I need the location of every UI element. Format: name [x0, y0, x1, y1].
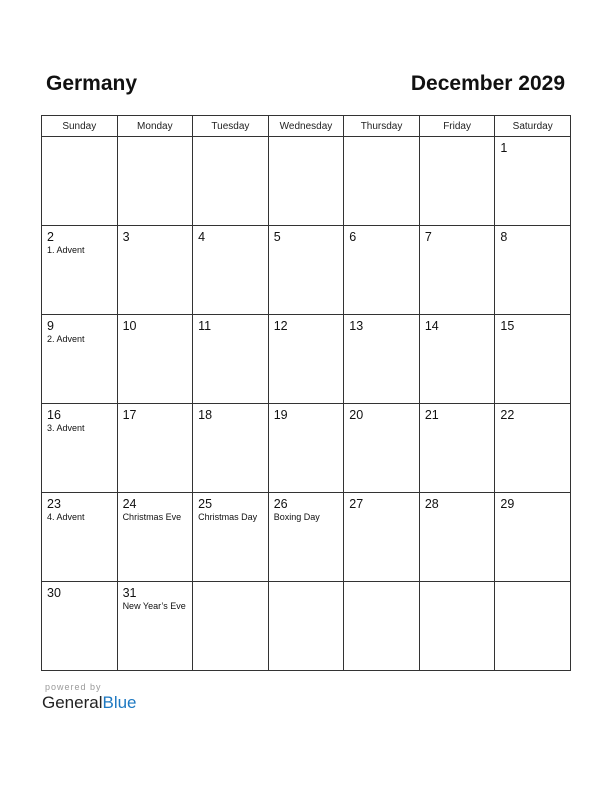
day-cell	[344, 137, 420, 226]
day-cell	[268, 582, 344, 671]
holiday-label: Boxing Day	[273, 512, 320, 522]
weekday-header-row	[42, 116, 571, 137]
day-cell	[419, 493, 495, 582]
day-number: 10	[122, 319, 137, 333]
day-number	[344, 137, 419, 141]
day-cell	[117, 582, 193, 671]
day-cell	[268, 404, 344, 493]
country-title: Germany	[46, 72, 138, 95]
day-number: 21	[424, 408, 439, 422]
brand-general: General	[42, 693, 103, 712]
day-cell	[117, 315, 193, 404]
day-cell	[117, 404, 193, 493]
day-number: 1	[500, 141, 508, 155]
calendar-grid	[41, 115, 571, 671]
day-cell	[42, 315, 118, 404]
day-number: 16	[47, 408, 61, 422]
day-number: 24	[122, 497, 137, 511]
holiday-label: 3. Advent	[47, 423, 85, 433]
day-cell	[117, 226, 193, 315]
day-cell	[268, 226, 344, 315]
day-number: 31	[122, 586, 137, 600]
holiday-label: Christmas Day	[198, 512, 258, 522]
day-cell	[419, 226, 495, 315]
day-cell	[344, 493, 420, 582]
day-cell	[495, 137, 571, 226]
day-cell	[193, 137, 269, 226]
day-cell	[419, 582, 495, 671]
day-number	[495, 582, 570, 586]
week-row	[42, 582, 571, 671]
day-cell	[495, 404, 571, 493]
brand-blue: Blue	[102, 693, 137, 712]
day-number	[193, 137, 268, 141]
day-cell	[495, 582, 571, 671]
day-number: 23	[47, 497, 61, 511]
day-number	[42, 137, 117, 141]
day-cell	[419, 404, 495, 493]
generalblue-logo-link[interactable]	[42, 693, 137, 713]
powered-by-text: powered by	[45, 682, 102, 692]
day-cell	[268, 137, 344, 226]
day-number: 3	[122, 230, 130, 244]
day-cell	[344, 404, 420, 493]
weekday-header: Tuesday	[193, 116, 269, 137]
day-cell	[42, 493, 118, 582]
day-cell	[495, 493, 571, 582]
day-number: 5	[273, 230, 281, 244]
day-number	[269, 582, 344, 586]
day-number: 20	[349, 408, 364, 422]
day-cell	[344, 226, 420, 315]
day-number	[344, 582, 419, 586]
day-cell	[193, 315, 269, 404]
day-cell	[419, 137, 495, 226]
weekday-header: Sunday	[42, 116, 118, 137]
day-cell	[344, 582, 420, 671]
day-cell	[117, 493, 193, 582]
day-cell	[419, 315, 495, 404]
day-cell	[42, 226, 118, 315]
day-cell	[268, 315, 344, 404]
day-number	[269, 137, 344, 141]
day-cell	[193, 226, 269, 315]
day-number: 28	[424, 497, 439, 511]
week-row	[42, 493, 571, 582]
day-cell	[495, 226, 571, 315]
holiday-label: Christmas Eve	[122, 512, 182, 522]
day-number	[193, 582, 268, 586]
day-cell	[42, 582, 118, 671]
day-cell	[193, 493, 269, 582]
day-number	[420, 137, 495, 141]
day-cell	[193, 582, 269, 671]
day-number: 14	[424, 319, 439, 333]
day-number: 12	[273, 319, 288, 333]
day-number: 11	[198, 319, 212, 333]
week-row	[42, 137, 571, 226]
day-number: 15	[500, 319, 515, 333]
week-row	[42, 226, 571, 315]
day-number: 13	[349, 319, 364, 333]
holiday-label: New Year’s Eve	[122, 601, 186, 611]
weekday-header: Saturday	[495, 116, 571, 137]
day-cell	[42, 137, 118, 226]
day-number: 17	[122, 408, 137, 422]
day-number	[420, 582, 495, 586]
day-cell	[117, 137, 193, 226]
holiday-label: 1. Advent	[47, 245, 85, 255]
day-number: 27	[349, 497, 364, 511]
week-row	[42, 404, 571, 493]
day-number: 29	[500, 497, 515, 511]
day-cell	[193, 404, 269, 493]
weekday-header: Friday	[419, 116, 495, 137]
day-cell	[495, 315, 571, 404]
weekday-header: Thursday	[344, 116, 420, 137]
day-number	[118, 137, 193, 141]
day-cell	[344, 315, 420, 404]
day-number: 18	[198, 408, 213, 422]
day-number: 19	[273, 408, 288, 422]
week-row	[42, 315, 571, 404]
day-number: 22	[500, 408, 515, 422]
day-cell	[42, 404, 118, 493]
day-number: 2	[47, 230, 54, 244]
holiday-label: 4. Advent	[47, 512, 85, 522]
day-number: 6	[349, 230, 357, 244]
weekday-header: Monday	[117, 116, 193, 137]
day-number: 25	[198, 497, 213, 511]
day-number: 7	[424, 230, 432, 244]
day-number: 30	[47, 586, 61, 600]
day-number: 26	[273, 497, 288, 511]
weekday-header: Wednesday	[268, 116, 344, 137]
month-year-title: December 2029	[410, 72, 565, 95]
day-number: 8	[500, 230, 508, 244]
day-cell	[268, 493, 344, 582]
day-number: 9	[47, 319, 54, 333]
holiday-label: 2. Advent	[47, 334, 85, 344]
day-number: 4	[198, 230, 206, 244]
